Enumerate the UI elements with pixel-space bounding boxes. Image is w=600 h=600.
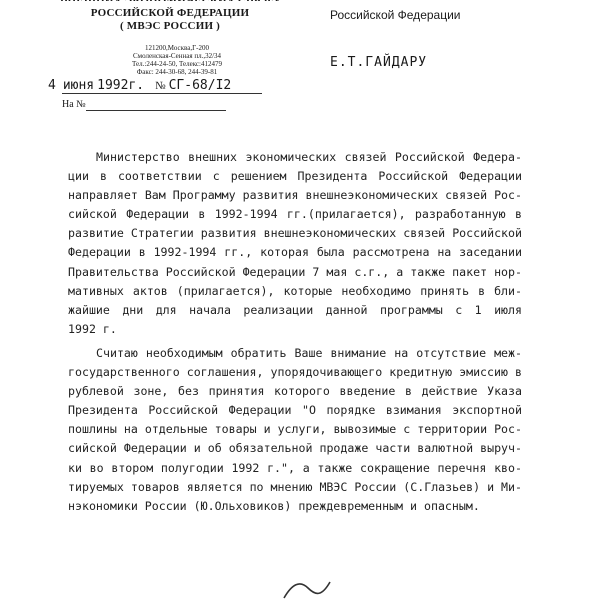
text-line: ции в соответствии с решением Президента Российской Федерации [68, 169, 522, 184]
date-and-number-row [48, 78, 231, 93]
address-line: Факс: 244-30-68, 244-39-81 [136, 68, 218, 76]
text-line: пошлины на отдельные товары и услуги, вывозимые с территории Рос- [68, 422, 522, 437]
text-line: тируемых товаров является по мнению МВЭС России (С.Глазьев) и Ми- [68, 479, 522, 494]
text-line: Считаю необходимым обратить Ваше внимание на отсутствие меж- [96, 345, 522, 360]
text-line: Президента Российской Федерации "О порядке взимания экспортной [68, 403, 522, 418]
text-line: сийской Федерации и об обязательной продаже части валютной выруч- [68, 441, 522, 456]
text-line: 1992 г. [68, 321, 117, 336]
letterhead-organization [60, 0, 280, 33]
text-line: ки во втором полугодии 1992 г.", а также сокращение перечня кво- [68, 460, 522, 475]
reply-reference-label: На № [62, 99, 86, 110]
address-line: 121200,Москва,Г-200 [145, 44, 209, 52]
paragraph-1 [68, 148, 522, 339]
text-line: Федерации в 1992-1994 гг., которая была рассмотрена на заседании [68, 245, 522, 260]
text-line: Министерство внешних экономических связей Российской Федера- [96, 150, 522, 164]
text-line: направляет Вам Программу развития внешнеэкономических связей Рос- [68, 188, 522, 203]
date-year: 1992г. [97, 78, 145, 93]
letterhead-address [122, 44, 232, 76]
text-line: сийской Федерации в 1992-1994 гг.(прилагается), разработанную в [68, 207, 522, 222]
reply-underline [86, 110, 226, 111]
letter-body [68, 148, 522, 516]
document-number: СГ-68/I2 [168, 78, 232, 93]
addressee-federation: Российской Федерации [330, 8, 461, 22]
text-line: рублевой зоне, без принятия которого введение в действие Указа [68, 384, 522, 399]
text-line: жайшие дни для начала реализации данной программы с 1 июля [68, 302, 522, 317]
text-line: мативных актов (прилагается), которые необходимо принять в бли- [68, 283, 522, 298]
address-line: Тел.:244-24-50, Телекс:412479 [132, 60, 222, 68]
org-abbreviation: ( МВЭС РОССИИ ) [119, 20, 221, 32]
text-line: государственного соглашения, упорядочивающего кредитную эмиссию в [68, 365, 522, 380]
reference-block [48, 78, 268, 118]
text-line: развитие Стратегии развития внешнеэкономических связей Российской [68, 226, 522, 241]
org-name-line: РОССИЙСКОЙ ФЕДЕРАЦИИ [90, 7, 250, 19]
date-month: июня [62, 78, 95, 93]
address-line: Смоленская-Сенная пл.,32/34 [132, 52, 222, 60]
number-label: № [155, 80, 166, 92]
text-line: нэкономики России (Ю.Ольховиков) преждевременным и опасным. [68, 498, 480, 513]
text-line: Правительства Российской Федерации 7 мая с.г., а также пакет нор- [68, 264, 522, 279]
signature-stroke [278, 578, 338, 600]
date-day: 4 [48, 78, 56, 93]
addressee-name: Е.Т.ГАЙДАРУ [330, 55, 428, 70]
date-underline [62, 93, 262, 94]
paragraph-2 [68, 344, 522, 516]
org-name-line [60, 0, 280, 1]
